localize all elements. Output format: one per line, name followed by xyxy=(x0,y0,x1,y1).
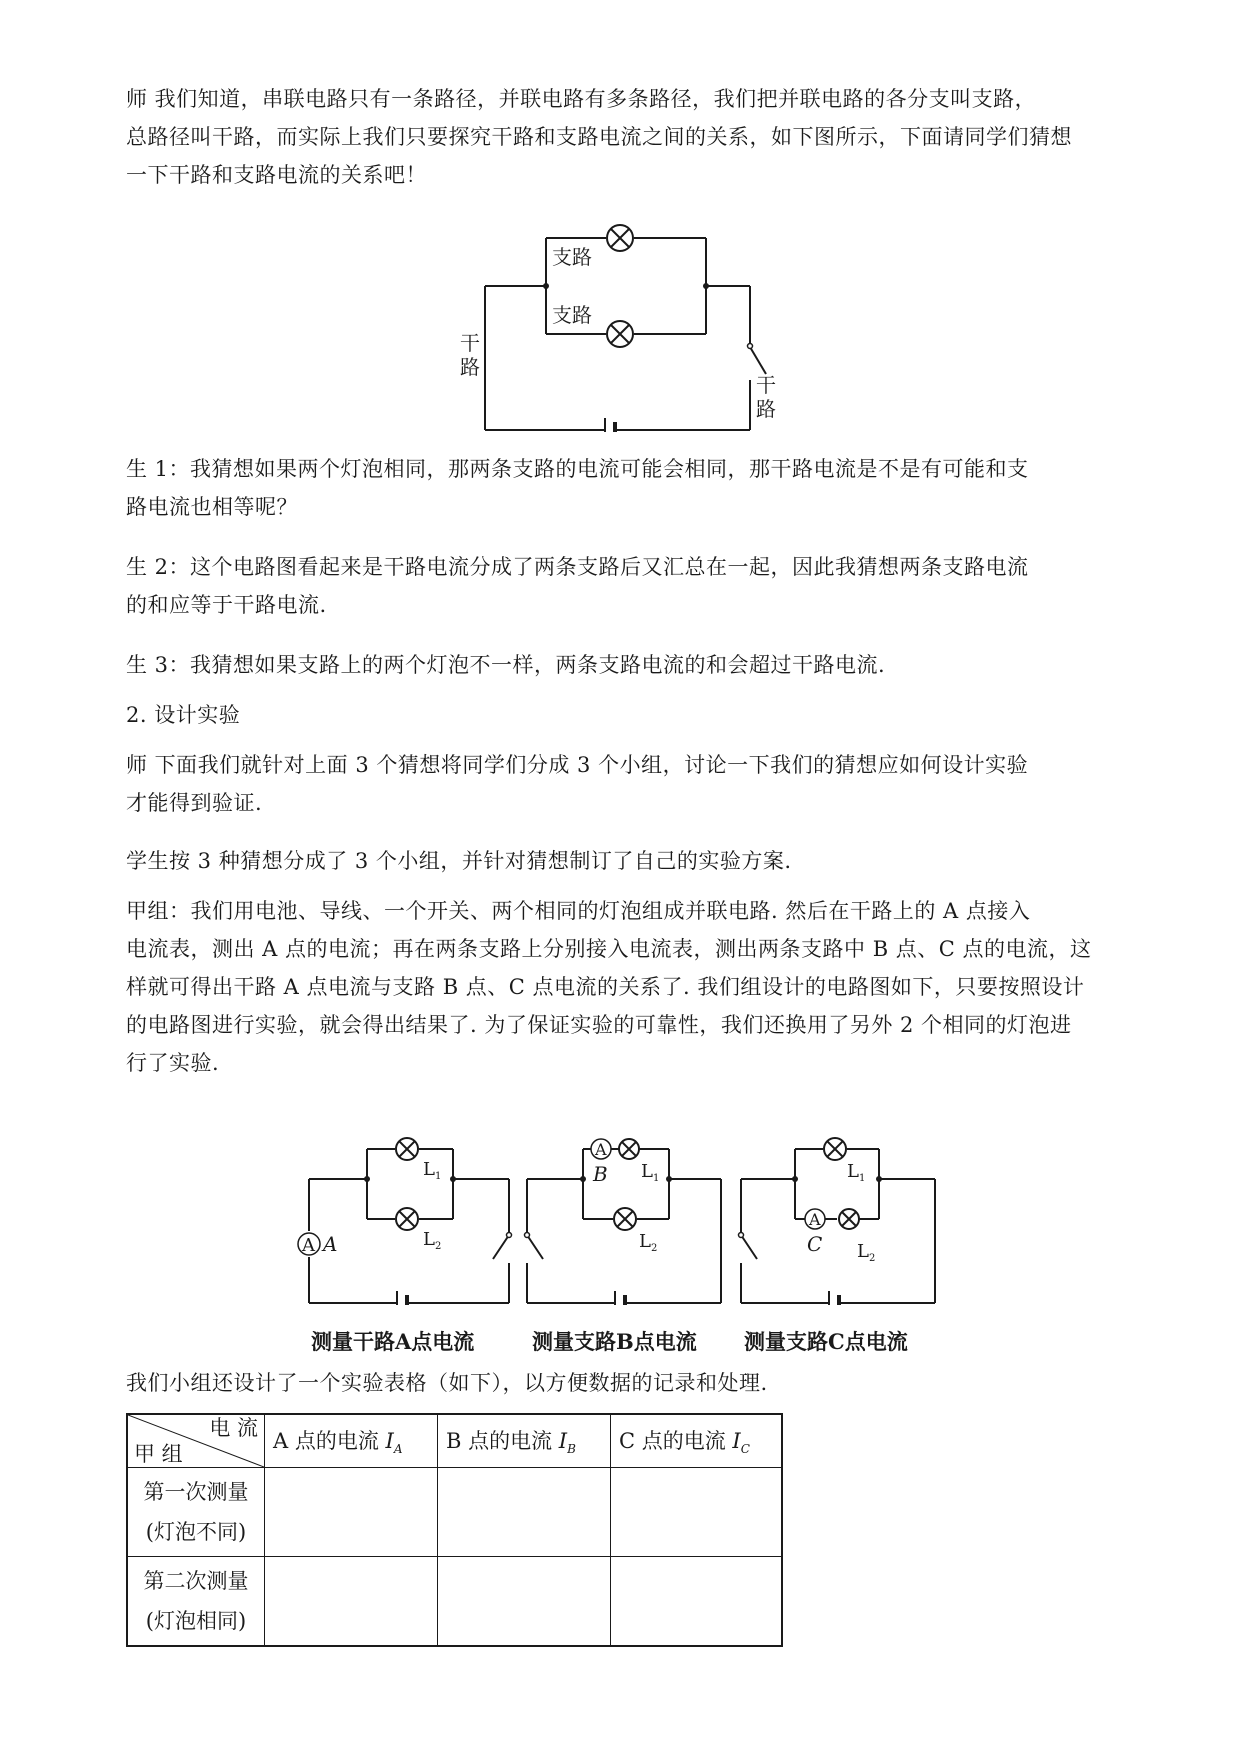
table-cell[interactable] xyxy=(265,1468,438,1557)
lamp-icon xyxy=(614,1208,636,1230)
section-heading xyxy=(126,696,1166,734)
label-main-right: 干 xyxy=(756,373,776,397)
row-label-first: 第一次测量 (灯泡不同) xyxy=(127,1468,265,1557)
text-line: 2. 设计实验 xyxy=(126,703,241,727)
text-line: 一下干路和支路电流的关系吧！ xyxy=(126,163,427,187)
label-main-left: 路 xyxy=(460,355,480,379)
lamp-label-l1: $L_1$ xyxy=(847,1161,866,1184)
table-corner-cell xyxy=(127,1414,265,1468)
lamp-icon xyxy=(824,1138,846,1160)
switch-contact-icon xyxy=(748,344,753,349)
text-line: 才能得到验证. xyxy=(126,791,263,815)
paragraph-teacher-intro xyxy=(126,80,1166,194)
label-branch-top: 支路 xyxy=(552,245,592,269)
table-header-row xyxy=(127,1414,782,1468)
text-line xyxy=(126,118,1166,156)
text-line: 甲组：我们用电池、导线、一个开关、两个相同的灯泡组成并联电路. 然后在干路上的 A 点接入 xyxy=(126,899,1031,923)
text-line: 师 下面我们就针对上面 3 个猜想将同学们分成 3 个小组，讨论一下我们的猜想应如何设计实验 xyxy=(126,753,1029,777)
table-row xyxy=(127,1468,782,1557)
switch-contact-icon xyxy=(739,1233,744,1238)
ammeter-label: A xyxy=(809,1210,821,1229)
switch-contact-icon xyxy=(507,1233,512,1238)
text-line: 生 3：我猜想如果支路上的两个灯泡不一样，两条支路电流的和会超过干路电流. xyxy=(126,653,886,677)
caption-a: 测量干路A点电流 xyxy=(311,1329,475,1354)
label-main-left: 干 xyxy=(460,331,480,355)
text-line: 学生按 3 种猜想分成了 3 个小组，并针对猜想制订了自己的实验方案. xyxy=(126,849,792,873)
table-cell[interactable] xyxy=(265,1557,438,1647)
text-line: 我们小组还设计了一个实验表格（如下），以方便数据的记录和处理. xyxy=(126,1371,768,1395)
lamp-icon xyxy=(839,1209,859,1229)
column-header-b: B 点的电流 $I_B$ xyxy=(438,1414,611,1468)
experiment-table xyxy=(126,1413,783,1647)
corner-top-label: 电 流 xyxy=(209,1416,258,1440)
text-line: 的电路图进行实验，就会得出结果了. 为了保证实验的可靠性，我们还换用了另外 2 个相同的灯泡进 xyxy=(126,1013,1072,1037)
parallel-circuit-diagram xyxy=(460,222,780,432)
text-line: 电流表，测出 A 点的电流；再在两条支路上分别接入电流表，测出两条支路中 B 点、C 点的电流，这 xyxy=(126,937,1092,961)
label-branch-bottom: 支路 xyxy=(552,303,592,327)
caption-c: 测量支路C点电流 xyxy=(744,1329,908,1354)
switch-contact-icon xyxy=(525,1233,530,1238)
lamp-label-l1: $L_1$ xyxy=(423,1159,442,1182)
paragraph-students-group xyxy=(126,842,1166,880)
column-header-c: C 点的电流 $I_C$ xyxy=(611,1414,783,1468)
three-circuits-diagram xyxy=(295,1135,955,1305)
battery-icon xyxy=(605,418,615,432)
corner-bottom-label: 甲 组 xyxy=(134,1442,183,1466)
table-row xyxy=(127,1557,782,1647)
paragraph-student-1 xyxy=(126,450,1166,526)
lamp-label-l1: $L_1$ xyxy=(641,1161,660,1184)
paragraph-student-2 xyxy=(126,548,1166,624)
text-line: 的和应等于干路电流. xyxy=(126,593,327,617)
paragraph-group-jia xyxy=(126,892,1166,1082)
text-line: 师 我们知道，串联电路只有一条路径，并联电路有多条路径，我们把并联电路的各分支叫支路， xyxy=(126,87,1037,111)
text-line: 路电流也相等呢？ xyxy=(126,495,298,519)
caption-b: 测量支路B点电流 xyxy=(532,1329,697,1354)
text-line: 生 1：我猜想如果两个灯泡相同，那两条支路的电流可能会相同，那干路电流是不是有可能和支 xyxy=(126,457,1029,481)
label-main-right: 路 xyxy=(756,397,776,421)
row-label-second: 第二次测量 (灯泡相同) xyxy=(127,1557,265,1647)
lamp-icon xyxy=(396,1138,418,1160)
paragraph-student-3 xyxy=(126,646,1166,684)
ammeter-label: A xyxy=(302,1235,315,1256)
table-cell[interactable] xyxy=(438,1557,611,1647)
table-cell[interactable] xyxy=(438,1468,611,1557)
lamp-label-l2: $L_2$ xyxy=(857,1241,876,1264)
lamp-icon xyxy=(396,1208,418,1230)
paragraph-teacher-2 xyxy=(126,746,1166,822)
text-span: 总路径叫干路，而实际上我们只要探究干路和支路电流之间的关系，如下图所示，下面请同学们猜想 xyxy=(126,125,1072,149)
lamp-icon xyxy=(619,1139,639,1159)
point-label-b: B xyxy=(593,1162,608,1186)
ammeter-label: A xyxy=(595,1140,607,1159)
text-line: 样就可得出干路 A 点电流与支路 B 点、C 点电流的关系了. 我们组设计的电路图如下，只要按照设计 xyxy=(126,975,1085,999)
paragraph-table-intro xyxy=(126,1364,1166,1402)
table-cell[interactable] xyxy=(611,1468,783,1557)
text-line: 生 2：这个电路图看起来是干路电流分成了两条支路后又汇总在一起，因此我猜想两条支路电流 xyxy=(126,555,1029,579)
lamp-label-l2: $L_2$ xyxy=(423,1229,442,1252)
lamp-label-l2: $L_2$ xyxy=(639,1231,658,1254)
point-label-a: A xyxy=(323,1232,338,1256)
text-line: 行了实验. xyxy=(126,1051,220,1075)
point-label-c: C xyxy=(807,1232,823,1256)
table-cell[interactable] xyxy=(611,1557,783,1647)
column-header-a: A 点的电流 $I_A$ xyxy=(265,1414,438,1468)
